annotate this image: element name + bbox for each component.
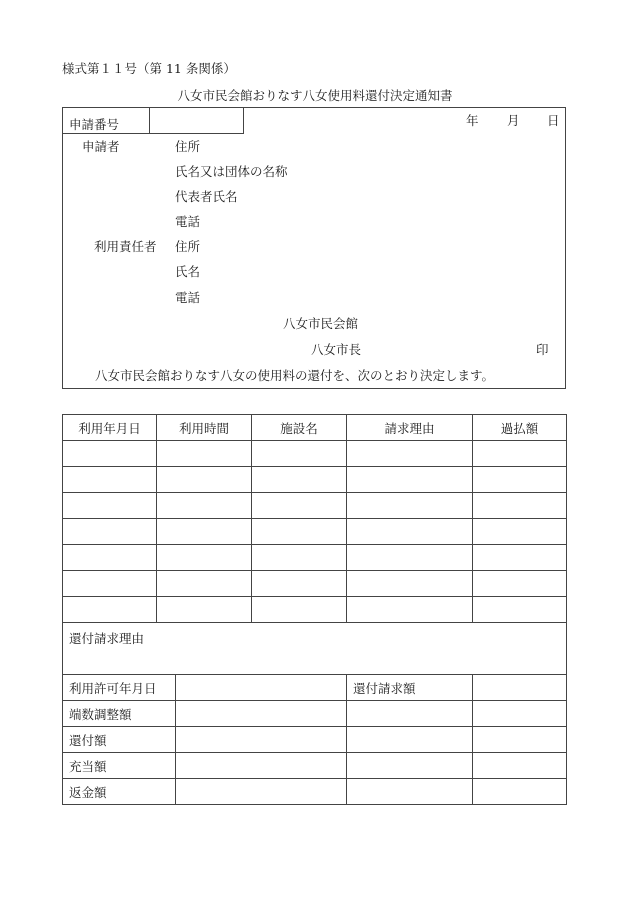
usage-row <box>63 545 567 571</box>
usage-cell[interactable] <box>252 441 347 467</box>
refund-amount-label: 返金額 <box>63 779 176 805</box>
date-day: 日 <box>547 113 560 128</box>
applicant-label: 申請者 <box>82 139 120 154</box>
refund-amount-cell[interactable] <box>176 727 347 753</box>
refund-table <box>62 622 567 805</box>
applicant-phone-label: 電話 <box>175 214 201 229</box>
usage-row <box>63 571 567 597</box>
usage-cell[interactable] <box>63 597 157 623</box>
header-request-reason: 請求理由 <box>347 415 473 441</box>
representative-name-label: 代表者氏名 <box>175 189 238 204</box>
usage-cell[interactable] <box>63 467 157 493</box>
usage-cell[interactable] <box>473 571 567 597</box>
usage-cell[interactable] <box>252 571 347 597</box>
usage-cell[interactable] <box>347 441 473 467</box>
usage-cell[interactable] <box>473 545 567 571</box>
refund-amount-cell[interactable] <box>347 779 473 805</box>
header-usage-date: 利用年月日 <box>63 415 157 441</box>
usage-row <box>63 441 567 467</box>
usage-cell[interactable] <box>347 493 473 519</box>
refund-request-label: 還付請求額 <box>347 675 473 701</box>
refund-reason-row <box>63 623 567 675</box>
responsible-phone-label: 電話 <box>175 290 201 305</box>
application-number-label-cell <box>63 108 150 134</box>
refund-amount-cell[interactable] <box>176 779 347 805</box>
header-facility-name: 施設名 <box>252 415 347 441</box>
usage-cell[interactable] <box>157 493 252 519</box>
refund-reason-cell[interactable] <box>63 623 567 675</box>
usage-cell[interactable] <box>157 545 252 571</box>
usage-table <box>62 414 567 623</box>
header-usage-time: 利用時間 <box>157 415 252 441</box>
usage-cell[interactable] <box>347 519 473 545</box>
refund-amount-cell[interactable] <box>473 753 567 779</box>
usage-cell[interactable] <box>63 441 157 467</box>
usage-cell[interactable] <box>347 545 473 571</box>
refund-amount-cell[interactable] <box>347 753 473 779</box>
usage-cell[interactable] <box>63 545 157 571</box>
usage-cell[interactable] <box>347 467 473 493</box>
issuer-organization: 八女市民会館 <box>283 316 359 331</box>
document-title: 八女市民会館おりなす八女使用料還付決定通知書 <box>177 88 453 103</box>
usage-cell[interactable] <box>473 493 567 519</box>
refund-amount-cell[interactable] <box>347 727 473 753</box>
refund-amount-row <box>63 779 567 805</box>
applicant-name-label: 氏名又は団体の名称 <box>175 164 288 179</box>
usage-cell[interactable] <box>252 545 347 571</box>
usage-cell[interactable] <box>63 519 157 545</box>
usage-row <box>63 467 567 493</box>
refund-reason-label: 還付請求理由 <box>69 631 145 646</box>
refund-amount-label: 還付額 <box>63 727 176 753</box>
refund-amount-cell[interactable] <box>473 727 567 753</box>
usage-cell[interactable] <box>157 571 252 597</box>
usage-cell[interactable] <box>252 597 347 623</box>
usage-cell[interactable] <box>157 519 252 545</box>
responsible-name-label: 氏名 <box>175 264 201 279</box>
refund-amount-cell[interactable] <box>473 701 567 727</box>
seal-mark: 印 <box>536 342 549 357</box>
permit-date-row <box>63 675 567 701</box>
usage-cell[interactable] <box>473 597 567 623</box>
permit-date-value[interactable] <box>176 675 347 701</box>
usage-row <box>63 597 567 623</box>
date-year: 年 <box>466 113 479 128</box>
application-number-field[interactable] <box>150 108 244 134</box>
responsible-address-label: 住所 <box>175 239 201 254</box>
date-month: 月 <box>507 113 520 128</box>
header-overpayment: 過払額 <box>473 415 567 441</box>
usage-row <box>63 493 567 519</box>
refund-amount-cell[interactable] <box>176 753 347 779</box>
refund-amount-label: 充当額 <box>63 753 176 779</box>
refund-amount-label: 端数調整額 <box>63 701 176 727</box>
notice-box <box>62 107 566 389</box>
usage-cell[interactable] <box>473 467 567 493</box>
refund-amount-cell[interactable] <box>176 701 347 727</box>
form-number: 様式第１１号（第 11 条関係） <box>62 61 236 76</box>
application-number-label: 申請番号 <box>69 117 120 132</box>
usage-cell[interactable] <box>252 519 347 545</box>
usage-cell[interactable] <box>157 441 252 467</box>
usage-cell[interactable] <box>157 597 252 623</box>
refund-amount-row <box>63 701 567 727</box>
usage-cell[interactable] <box>63 571 157 597</box>
issuer-title: 八女市長 <box>311 342 362 357</box>
usage-cell[interactable] <box>63 493 157 519</box>
refund-amount-cell[interactable] <box>473 779 567 805</box>
refund-amount-row <box>63 753 567 779</box>
usage-header-row <box>63 415 567 441</box>
refund-request-value[interactable] <box>473 675 567 701</box>
permit-date-label: 利用許可年月日 <box>63 675 176 701</box>
refund-amount-row <box>63 727 567 753</box>
usage-cell[interactable] <box>473 441 567 467</box>
refund-amount-cell[interactable] <box>347 701 473 727</box>
usage-cell[interactable] <box>347 597 473 623</box>
applicant-address-label: 住所 <box>175 139 201 154</box>
usage-cell[interactable] <box>347 571 473 597</box>
usage-row <box>63 519 567 545</box>
usage-cell[interactable] <box>252 467 347 493</box>
usage-cell[interactable] <box>157 467 252 493</box>
usage-cell[interactable] <box>473 519 567 545</box>
usage-cell[interactable] <box>252 493 347 519</box>
responsible-person-label: 利用責任者 <box>94 239 157 254</box>
decision-statement: 八女市民会館おりなす八女の使用料の還付を、次のとおり決定します。 <box>95 368 495 383</box>
